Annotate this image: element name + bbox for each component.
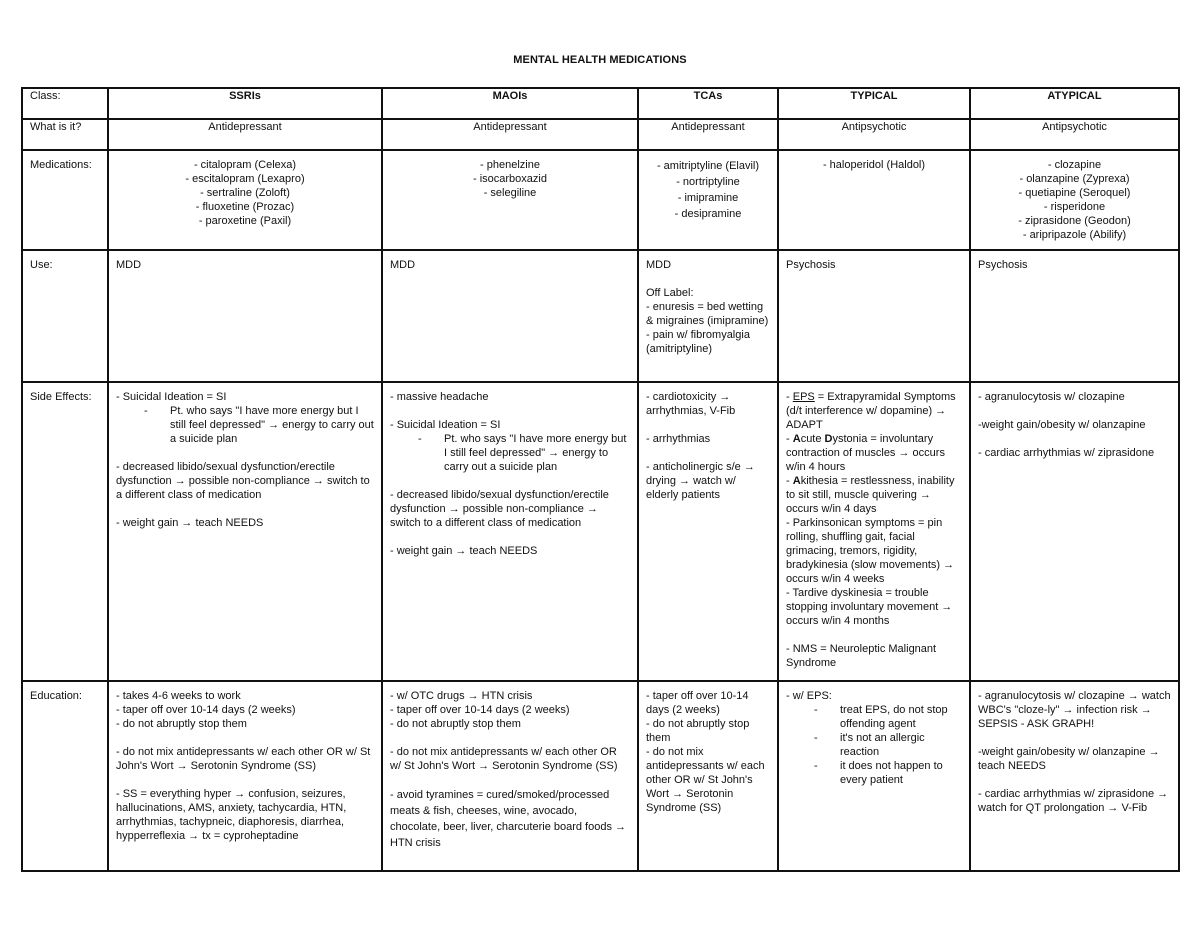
med-item: - amitriptyline (Elavil) (656, 160, 760, 172)
education-item: - w/ EPS: (786, 690, 832, 702)
use-ssris (108, 250, 382, 382)
med-item: - nortriptyline (676, 176, 740, 188)
side-effects-tcas (638, 382, 778, 681)
what-row (22, 119, 1179, 150)
education-item: - do not abruptly stop them (390, 718, 521, 730)
row-label-medications (22, 150, 108, 250)
what-tcas: Antidepressant (638, 119, 778, 150)
side-effect-item: - Suicidal Ideation = SI (390, 419, 501, 431)
med-item: - imipramine (677, 192, 739, 204)
use-row (22, 250, 1179, 382)
side-effect-item: - cardiotoxicity → arrhythmias, V-Fib (646, 391, 736, 417)
education-item: - taper off over 10-14 days (2 weeks) (646, 690, 749, 716)
education-item: - taper off over 10-14 days (2 weeks) (116, 704, 296, 716)
use-text: MDD (116, 259, 142, 271)
education-item: - avoid tyramines = cured/smoked/processed meats & fish, cheeses, wine, avocado, chocolate, beer, liver, charcuterie board foods → HTN crisis (390, 789, 627, 849)
use-text: Psychosis (978, 259, 1028, 271)
medications-table (21, 87, 1180, 872)
row-label-text: Side Effects: (30, 391, 92, 403)
side-effect-item: - decreased libido/sexual dysfunction/erectile dysfunction → possible non-compliance → switch to a different class of medication (116, 461, 370, 501)
row-label-side-effects (22, 382, 108, 681)
education-item: - do not abruptly stop them (646, 718, 750, 744)
sub-bullet: - it does not happen to every patient (814, 760, 943, 786)
row-label-text: Medications: (30, 159, 92, 171)
education-item: - cardiac arrhythmias w/ ziprasidone → watch for QT prolongation → V-Fib (978, 788, 1169, 814)
row-label-use (22, 250, 108, 382)
med-item: - paroxetine (Paxil) (198, 215, 292, 227)
med-item: - isocarboxazid (473, 173, 547, 185)
use-primary: MDD (646, 259, 672, 271)
use-text: Psychosis (786, 259, 836, 271)
side-effects-row (22, 382, 1179, 681)
side-effects-atypical (970, 382, 1179, 681)
med-item: - quetiapine (Seroquel) (1018, 187, 1131, 199)
row-label-what: What is it? (22, 119, 108, 150)
nms-item: - NMS = Neuroleptic Malignant Syndrome (786, 643, 937, 669)
education-maois (382, 681, 638, 871)
class-tcas: TCAs (638, 88, 778, 119)
education-atypical (970, 681, 1179, 871)
education-item: - w/ OTC drugs → HTN crisis (390, 690, 533, 702)
education-item: -weight gain/obesity w/ olanzapine → teach NEEDS (978, 746, 1160, 772)
side-effect-item: - cardiac arrhythmias w/ ziprasidone (978, 447, 1155, 459)
education-item: - SS = everything hyper → confusion, seizures, hallucinations, AMS, anxiety, tachycardia, HTN, arrhythmias, tachypneic, diaphoresis, diarrhea, hypperreflexia → tx = cyproheptadine (116, 788, 347, 842)
off-label-item: - pain w/ fibromyalgia (amitriptyline) (646, 329, 750, 355)
education-row (22, 681, 1179, 871)
eps-abbr: EPS (792, 391, 815, 403)
what-ssris: Antidepressant (108, 119, 382, 150)
use-tcas (638, 250, 778, 382)
row-label-education (22, 681, 108, 871)
class-typical: TYPICAL (778, 88, 970, 119)
class-maois: MAOIs (382, 88, 638, 119)
education-item: - do not abruptly stop them (116, 718, 247, 730)
row-label-text: Use: (30, 259, 53, 271)
education-item: - do not mix antidepressants w/ each other OR w/ St John's Wort → Serotonin Syndrome (SS) (646, 746, 765, 814)
education-tcas (638, 681, 778, 871)
med-item: - aripripazole (Abilify) (1022, 229, 1127, 241)
education-item: - taper off over 10-14 days (2 weeks) (390, 704, 570, 716)
med-item: - ziprasidone (Geodon) (1018, 215, 1131, 227)
row-label-text: Education: (30, 690, 82, 702)
use-maois (382, 250, 638, 382)
sub-bullet: - it's not an allergic reaction (814, 732, 925, 758)
off-label-title: Off Label: (646, 287, 694, 299)
medications-row (22, 150, 1179, 250)
side-effects-ssris (108, 382, 382, 681)
education-item: - do not mix antidepressants w/ each other OR w/ St John's Wort → Serotonin Syndrome (SS) (116, 746, 371, 772)
education-item: - do not mix antidepressants w/ each other OR w/ St John's Wort → Serotonin Syndrome (SS) (390, 746, 618, 772)
class-atypical: ATYPICAL (970, 88, 1179, 119)
med-item: - haloperidol (Haldol) (822, 159, 926, 171)
med-item: - escitalopram (Lexapro) (185, 173, 305, 185)
side-effect-item: - decreased libido/sexual dysfunction/erectile dysfunction → possible non-compliance → switch to a different class of medication (390, 489, 609, 529)
med-item: - clozapine (1047, 159, 1102, 171)
education-item: - agranulocytosis w/ clozapine → watch WBC's "cloze-ly" → infection risk → SEPSIS - ASK GRAPH! (978, 690, 1171, 730)
med-item: - phenelzine (480, 159, 540, 171)
sub-bullet: - Pt. who says "I have more energy but I still feel depressed" → energy to carry out a suicide plan (418, 433, 627, 473)
med-item: - citalopram (Celexa) (193, 159, 297, 171)
sub-bullet: - Pt. who says "I have more energy but I still feel depressed" → energy to carry out a suicide plan (144, 405, 374, 445)
med-item: - selegiline (483, 187, 537, 199)
meds-atypical (970, 150, 1179, 250)
side-effect-item: -weight gain/obesity w/ olanzapine (978, 419, 1146, 431)
med-item: - sertraline (Zoloft) (200, 187, 290, 199)
meds-tcas (638, 150, 778, 250)
what-typical: Antipsychotic (778, 119, 970, 150)
eps-item: - EPS = Extrapyramidal Symptoms (d/t interference w/ dopamine) → ADAPT (786, 391, 956, 431)
use-typical (778, 250, 970, 382)
side-effect-item: - weight gain → teach NEEDS (116, 517, 264, 529)
side-effect-item: - massive headache (390, 391, 489, 403)
side-effect-item: - weight gain → teach NEEDS (390, 545, 538, 557)
row-label-class: Class: (22, 88, 108, 119)
meds-typical (778, 150, 970, 250)
acute-dystonia-item: - Acute Dystonia = involuntary contraction of muscles → occurs w/in 4 hours (786, 433, 945, 473)
med-item: - fluoxetine (Prozac) (195, 201, 295, 213)
what-atypical: Antipsychotic (970, 119, 1179, 150)
side-effects-typical (778, 382, 970, 681)
akithesia-item: - Akithesia = restlessness, inability to sit still, muscle quivering → occurs w/in 4 days (786, 475, 955, 515)
meds-maois (382, 150, 638, 250)
parkinsonian-item: - Parkinsonican symptoms = pin rolling, shuffling gait, facial grimacing, tremors, rigidity, bradykinesia (slow movements) → occurs w/in 4 weeks (786, 517, 955, 585)
sub-bullet: - treat EPS, do not stop offending agent (814, 704, 948, 730)
use-text: MDD (390, 259, 416, 271)
tardive-dyskinesia-item: - Tardive dyskinesia = trouble stopping involuntary movement → occurs w/in 4 months (786, 587, 953, 627)
class-ssris: SSRIs (108, 88, 382, 119)
side-effect-item: - agranulocytosis w/ clozapine (978, 391, 1125, 403)
side-effect-item: - Suicidal Ideation = SI (116, 391, 227, 403)
med-item: - olanzapine (Zyprexa) (1019, 173, 1130, 185)
education-ssris (108, 681, 382, 871)
med-item: - desipramine (674, 208, 742, 220)
side-effect-item: - arrhythmias (646, 433, 711, 445)
off-label-item: - enuresis = bed wetting & migraines (imipramine) (646, 301, 769, 327)
meds-ssris (108, 150, 382, 250)
class-row (22, 88, 1179, 119)
education-item: - takes 4-6 weeks to work (116, 690, 241, 702)
med-item: - risperidone (1043, 201, 1106, 213)
what-maois: Antidepressant (382, 119, 638, 150)
use-atypical (970, 250, 1179, 382)
side-effect-item: - anticholinergic s/e → drying → watch w/ elderly patients (646, 461, 755, 501)
education-typical (778, 681, 970, 871)
document-title: MENTAL HEALTH MEDICATIONS (513, 54, 687, 66)
side-effects-maois (382, 382, 638, 681)
